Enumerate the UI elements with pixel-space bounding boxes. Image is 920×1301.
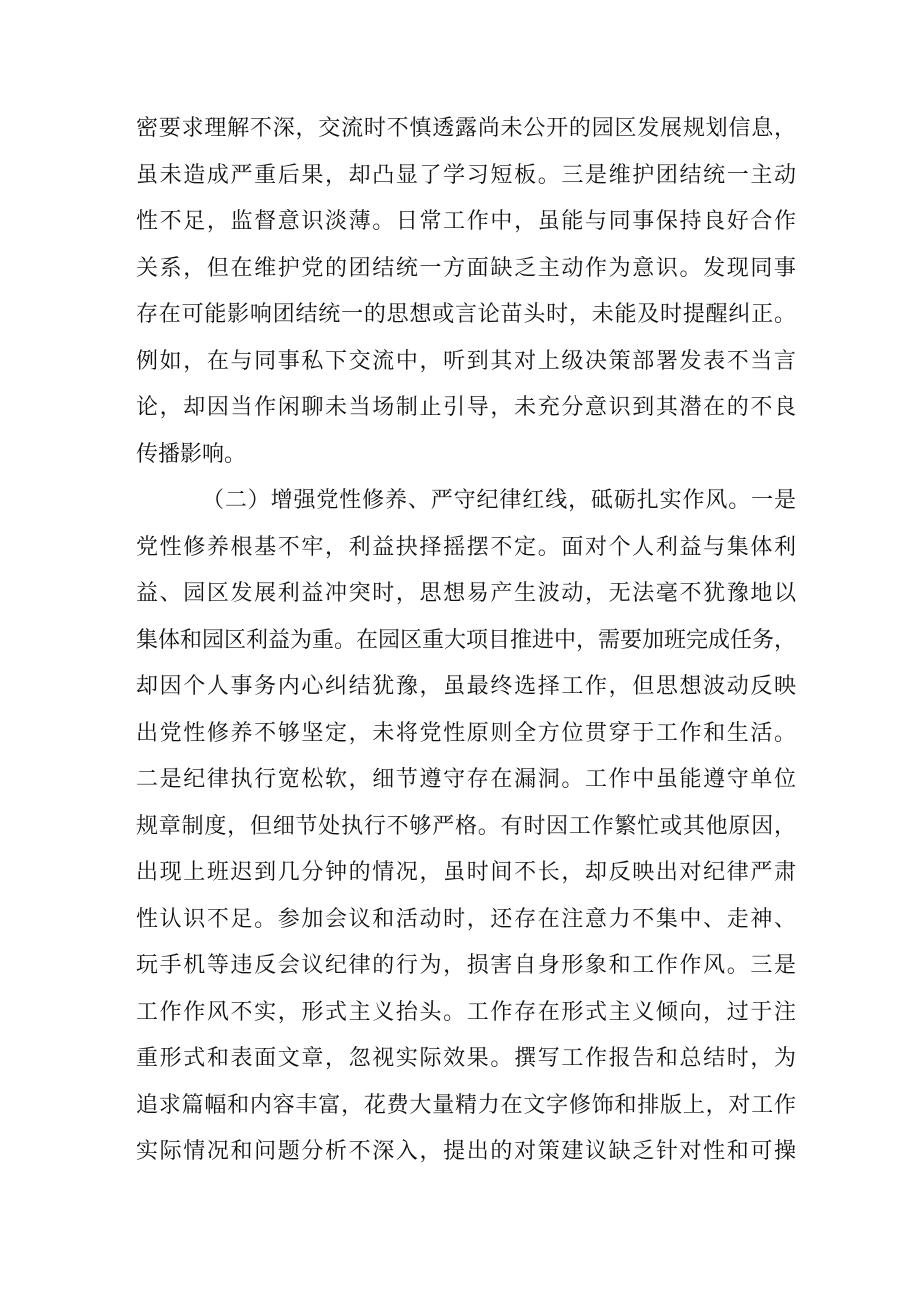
text-line: 二是纪律执行宽松软，细节遵守存在漏洞。工作中虽能遵守单位 [136,767,796,792]
text-line: 工作作风不实，形式主义抬头。工作存在形式主义倾向，过于注 [136,999,796,1025]
text-line: 论，却因当作闲聊未当场制止引导，未充分意识到其潜在的不良 [136,395,796,420]
text-line: 存在可能影响团结统一的思想或言论苗头时，未能及时提醒纠正。 [136,302,796,327]
text-line: 出党性修养不够坚定，未将党性原则全方位贯穿于工作和生活。 [136,720,796,746]
body-text [136,112,796,1182]
text-line: 虽未造成严重后果，却凸显了学习短板。三是维护团结统一主动 [136,162,796,188]
section-heading-line: （二）增强党性修养、严守纪律红线，砥砺扎实作风。一是 [202,488,796,513]
text-line: 传播影响。 [136,441,247,467]
text-line: 追求篇幅和内容丰富，花费大量精力在文字修饰和排版上，对工作 [136,1092,796,1118]
text-line: 出现上班迟到几分钟的情况，虽时间不长，却反映出对纪律严肃 [136,860,796,885]
text-line: 却因个人事务内心纠结犹豫，虽最终选择工作，但思想波动反映 [136,674,796,699]
text-line: 性认识不足。参加会议和活动时，还存在注意力不集中、走神、 [136,906,796,932]
text-line: 党性修养根基不牢，利益抉择摇摆不定。面对个人利益与集体利 [136,534,796,560]
text-line: 玩手机等违反会议纪律的行为，损害自身形象和工作作风。三是 [136,953,796,978]
text-line: 性不足，监督意识淡薄。日常工作中，虽能与同事保持良好合作 [136,209,796,234]
text-line: 密要求理解不深，交流时不慎透露尚未公开的园区发展规划信息， [136,116,796,141]
text-line: 关系，但在维护党的团结统一方面缺乏主动作为意识。发现同事 [136,255,796,281]
text-line: 例如，在与同事私下交流中，听到其对上级决策部署发表不当言 [136,348,796,374]
text-line: 规章制度，但细节处执行不够严格。有时因工作繁忙或其他原因， [136,813,796,839]
text-line: 重形式和表面文章，忽视实际效果。撰写工作报告和总结时，为 [136,1046,796,1071]
text-line: 实际情况和问题分析不深入，提出的对策建议缺乏针对性和可操 [136,1139,796,1164]
text-line: 益、园区发展利益冲突时，思想易产生波动，无法毫不犹豫地以 [136,581,796,606]
text-line: 集体和园区利益为重。在园区重大项目推进中，需要加班完成任务， [136,627,796,653]
